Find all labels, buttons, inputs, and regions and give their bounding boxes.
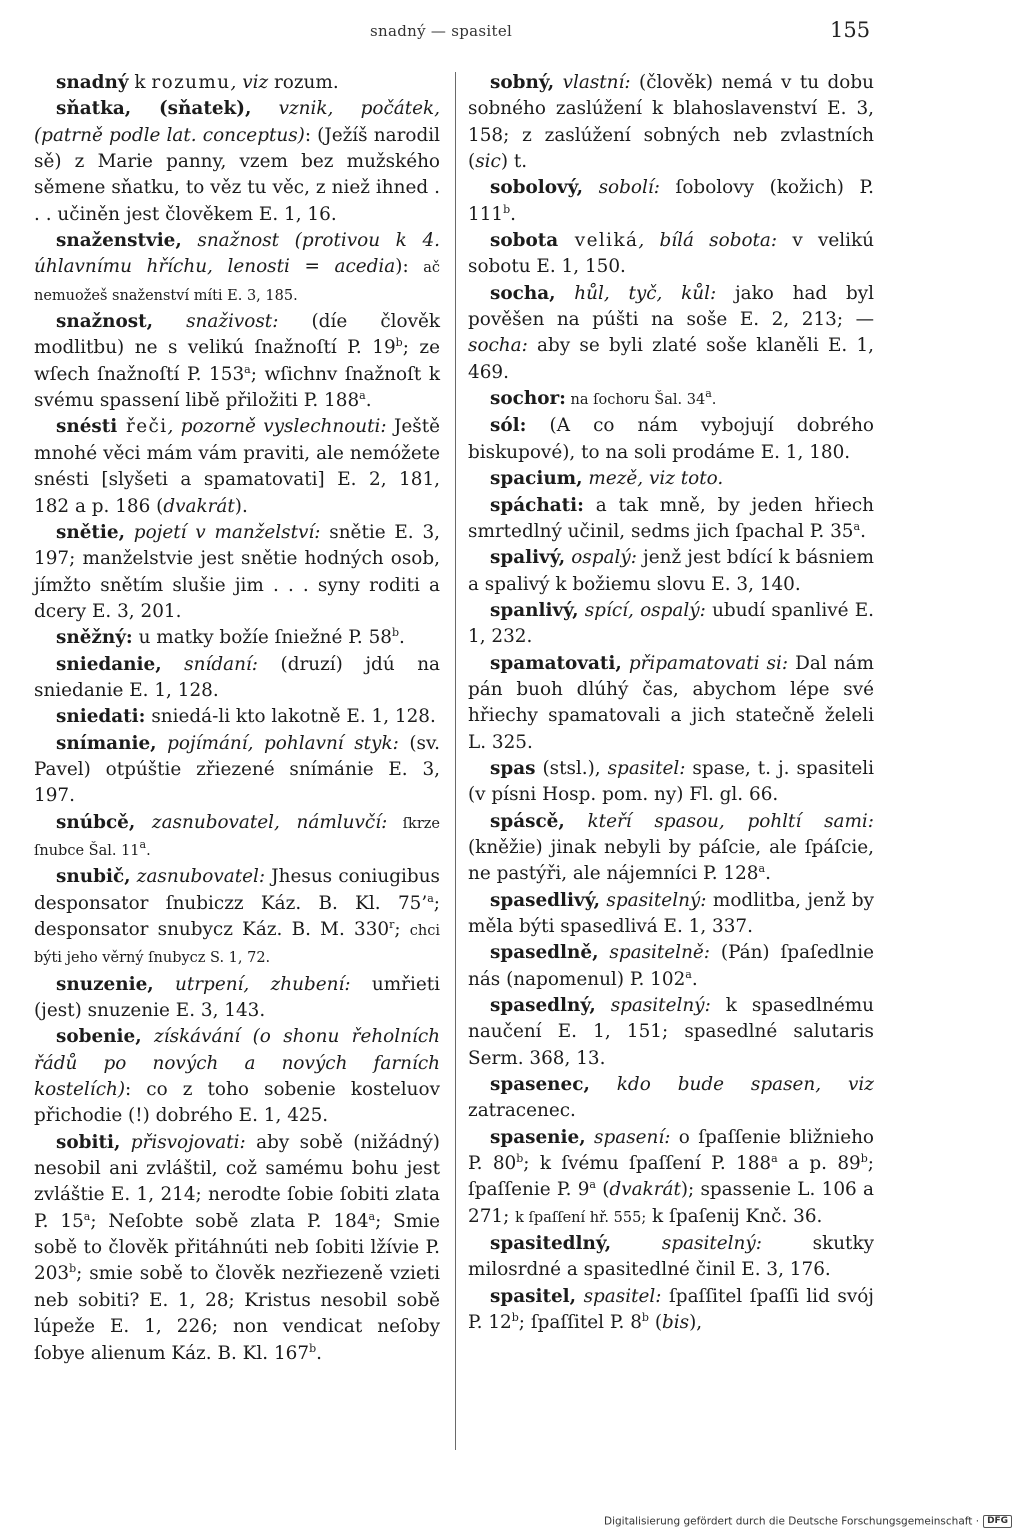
entry-snazenstvie: snaženstvie, snažnost (protivou k 4. úhlavnímu hříchu, lenosti = acedia): ač nemuožeš snaženství míti E. 3, 185. [34, 230, 441, 304]
page-number: 155 [830, 18, 871, 42]
dfg-credit [604, 1515, 1012, 1528]
entry-spacium: spacium, mezě, viz toto. [490, 468, 724, 490]
entry-snaznost: snažnost, snaživost: (díe člověk modlitbu) ne s velikú ſnažnoſtí P. 19$^b$; ze wſech ſnažnoſtí P. 153$^a$; wſichnv ſnažnoſt k svému spassení libě přiložiti P. 188$^a$. [34, 311, 441, 412]
entry-snuzenie: snuzenie, utrpení, zhubení: umřieti (jest) snuzenie E. 3, 143. [34, 973, 440, 1022]
entry-sobenie: sobenie, získávání (o shonu řeholních řádů po nových a nových farních kostelích): co z toho sobenie kosteluov přichodie (!) dobrého E. 1, 425. [34, 1026, 441, 1127]
entry-spasenie: spasenie, spasení: o ſpaſſenie bližnieho P. 80$^b$; k ſvému ſpaſſení P. 188$^a$ a p. 89$^b$; ſpaſſenie P. 9$^a$ (dvakrát); spassenie L. 106 a 271; k ſpaſſení hř. 555; k ſpaſenij Knč. 36. [468, 1126, 874, 1227]
entry-spasitedlny: spasitedlný, spasitelný: skutky milosrdné a spasitedlné činil E. 3, 176. [468, 1233, 874, 1281]
left-column [34, 70, 440, 1367]
entry-spachati: spáchati: a tak mně, by jeden hřiech smrtedlný učinil, sedms jich ſpachal P. 35$^a$. [468, 494, 874, 542]
entry-spasedlny: spasedlný, spasitelný: k spasedlnému naučení E. 1, 151; spasedlné salutaris Serm. 368, 13. [468, 995, 874, 1069]
column-divider [455, 72, 456, 1450]
page-header [0, 18, 1000, 48]
entry-sniedanie: sniedanie, snídaní: (druzí) jdú na sniedanie E. 1, 128. [34, 653, 440, 701]
entry-snetie: snětie, pojetí v manželství: snětie E. 3, 197; manželstvie jest snětie hodných osob, jímžto snětím slušie jim . . . syny roditi a dcery E. 3, 201. [34, 521, 440, 622]
dfg-logo-icon: DFG [983, 1515, 1012, 1528]
running-head: snadný — spasitel [370, 22, 513, 40]
entry-snimanie: snímanie, pojímání, pohlavní styk: (sv. Pavel) otpúštie zřiezené snímánie E. 3, 197. [34, 732, 441, 807]
entry-socha: socha, hůl, tyč, kůl: jako had byl pověšen na púšti na soše E. 2, 213; — socha: aby se byli zlaté soše klaněli E. 1, 469. [468, 282, 875, 383]
entry-snubic: snubič, zasnubovatel: Jhesus coniugibus desponsator ſnubiczz Káz. B. Kl. 75’$^a$; desponsator snubycz Káz. B. M. 330$^r$; chci býti jeho věrný ſnubycz S. 1, 72. [34, 866, 440, 967]
entry-spanlivy: spanlivý, spící, ospalý: ubudí spanlivé E. 1, 232. [468, 599, 874, 648]
entry-spasedlivy: spasedlivý, spasitelný: modlitba, jenž by měla býti spasedlivá E. 1, 337. [468, 889, 874, 937]
entry-sobiti: sobiti, přisvojovati: aby sobě (nižádný) nesobil ani zvláštil, což samému bohu jest zvláštie E. 1, 214; nerodte ſobie ſobiti zlata P. 15$^a$; Neſobte sobě zlata P. 184$^a$; Smie sobě to člověk přitáhnúti neb ſobiti lžívie P. 203$^b$; smie sobě to člověk nezřiezeně vzieti neb sobiti? E. 1, 28; Kristus nesobil sobě lúpeže E. 1, 226; non vendicat neſoby ſobye alienum Káz. B. Kl. 167$^b$. [34, 1131, 440, 1364]
entry-sobny: sobný, vlastní: (člověk) nemá v tu dobu sobného zaslúžení k blahoslavenství E. 3, 158; z zaslúžení sobných neb zvlastních (sic) t. [468, 72, 874, 173]
entry-sobota: sobota veliká, bílá sobota: v velikú sobotu E. 1, 150. [468, 230, 874, 278]
entry-snesti: snésti řeči, pozorně vyslechnouti: Ještě mnohé věci mám vám praviti, ale nemóžete snésti [slyšeti a spamatovati] E. 2, 181, 182 a p. 186 (dvakrát). [34, 416, 440, 517]
right-column [468, 70, 874, 1337]
entry-snezny: sněžný: u matky božíe ſniežné P. 58$^b$. [56, 626, 405, 649]
entry-spas: spas (stsl.), spasitel: spase, t. j. spasiteli (v písni Hosp. pom. ny) Fl. gl. 66. [468, 757, 874, 806]
entry-sobolovy: sobolový, sobolí: ſobolovy (kožich) P. 111$^b$. [468, 177, 874, 225]
credit-text: Digitalisierung gefördert durch die Deutsche Forschungsgemeinschaft · [604, 1515, 980, 1528]
entry-snadny: snadný k rozumu, viz rozum. [56, 72, 339, 93]
entry-snubce: snúbcě, zasnubovatel, námluvčí: ſkrze ſnubce Šal. 11$^a$. [34, 811, 440, 859]
entry-sol: sól: (A co nám vybojují dobrého biskupové), to na soli prodáme E. 1, 180. [468, 415, 874, 463]
entry-spamatovati: spamatovati, připamatovati si: Dal nám pán buoh dlúhý čas, abychom lépe své hřiechy spamatovali a jich statečně želeli L. 325. [468, 652, 874, 753]
entry-spasedlne: spasedlně, spasitelně: (Pán) ſpaſedlnie nás (napomenul) P. 102$^a$. [468, 942, 874, 990]
entry-sochor: sochor: na ſochoru Šal. 34$^a$. [490, 387, 717, 410]
entry-spalivy: spalivý, ospalý: jenž jest bdící k básniem a spalivý k božiemu slovu E. 3, 140. [468, 547, 874, 595]
entry-sniedati: sniedati: sniedá-li kto lakotně E. 1, 128. [56, 706, 436, 728]
entry-snatka: sňatka, (sňatek), vznik, počátek, (patrně podle lat. conceptus): (Ježíš narodil sě) z Marie panny, vzem bez mužského sěmene sňatku, to věz tu věc, z niež ihned . . . učiněn jest člověkem E. 1, 16. [34, 98, 441, 225]
entry-spasitel: spasitel, spasitel: ſpaſſitel ſpaſſi lid svój P. 12$^b$; ſpaſſitel P. 8$^b$ (bis), [468, 1285, 874, 1334]
entry-spasce: spáscě, kteří spasou, pohltí sami: (kněžie) jinak nebyli by páſcie, ale ſpáſcie, ne pastýři, ale nájemníci P. 128$^a$. [468, 810, 874, 885]
entry-spasenec: spasenec, kdo bude spasen, viz zatracenec. [468, 1074, 874, 1122]
